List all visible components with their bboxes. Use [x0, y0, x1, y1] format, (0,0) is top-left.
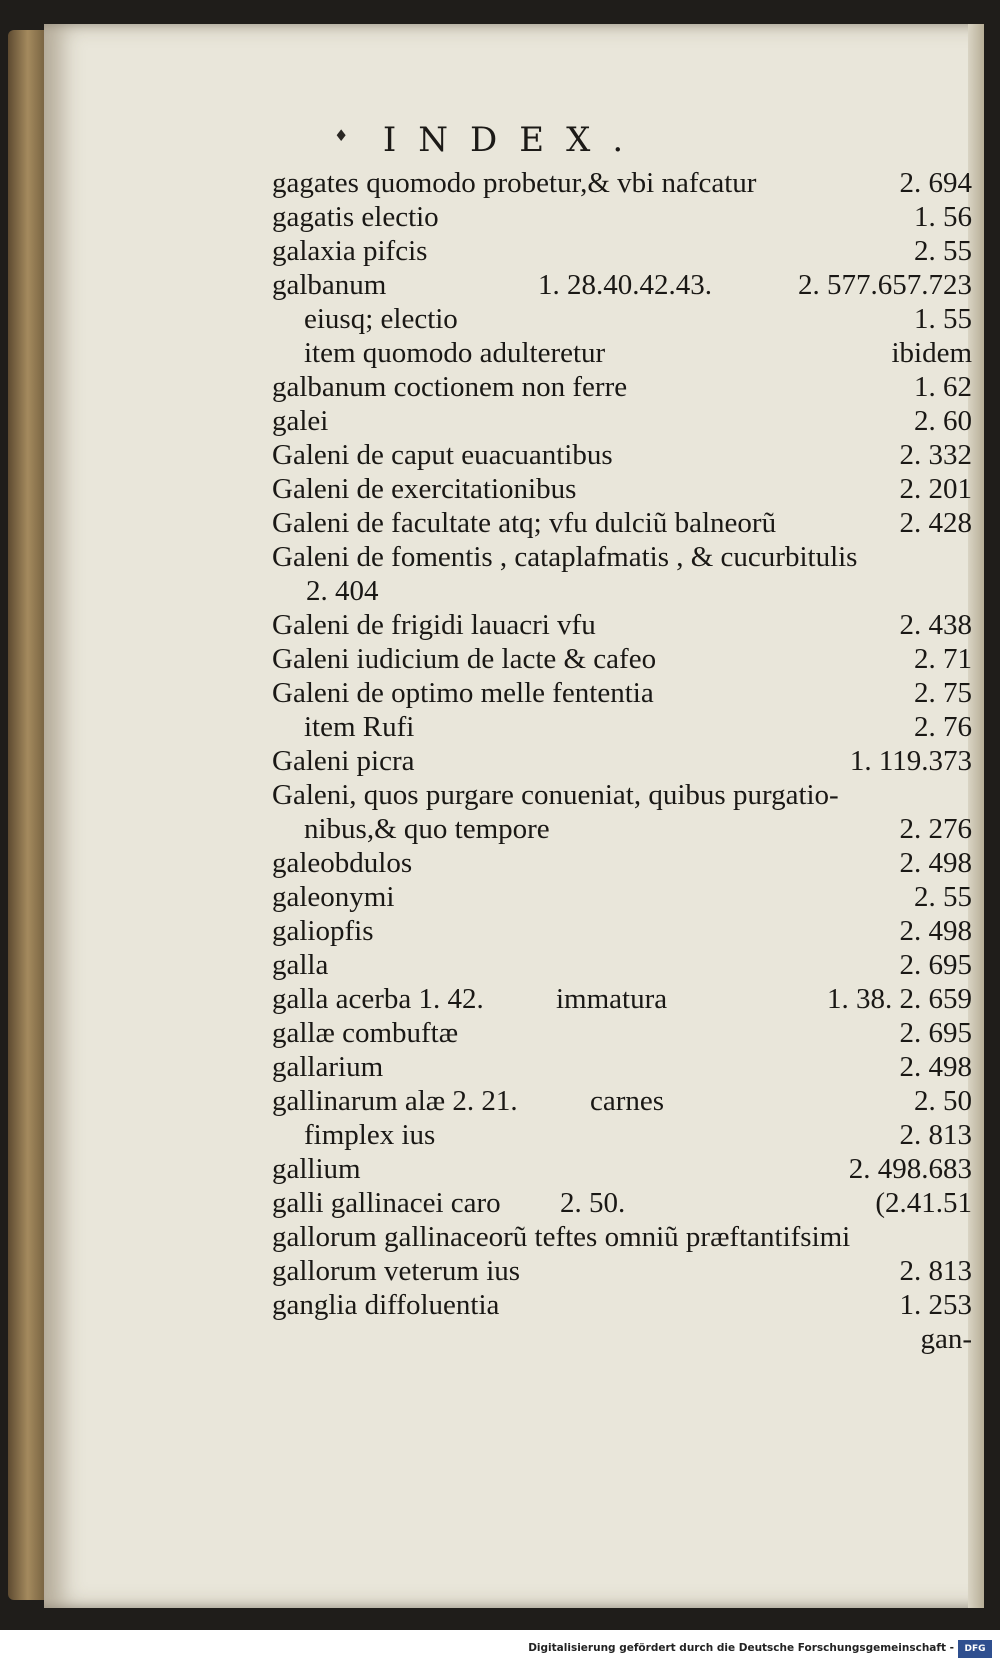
- index-entry: [272, 268, 972, 302]
- entry-page-ref: 2. 695: [899, 949, 972, 981]
- index-entry: [272, 1016, 972, 1050]
- index-entry: [272, 1254, 972, 1288]
- dfg-logo-icon: DFG: [958, 1640, 992, 1658]
- index-entry: [272, 1084, 972, 1118]
- entry-term: gagatis electio: [272, 201, 439, 233]
- index-entry: [272, 880, 972, 914]
- catchword: gan-: [920, 1323, 972, 1355]
- book-spine-edge: [8, 30, 44, 1600]
- index-entry: [272, 574, 972, 608]
- entry-term: galla acerba 1. 42.: [272, 983, 484, 1015]
- index-entry: [272, 472, 972, 506]
- index-entry: [272, 778, 972, 812]
- entry-mid-ref: immatura: [556, 983, 668, 1015]
- index-entry: [272, 846, 972, 880]
- page-header: INDEX.: [382, 120, 646, 160]
- entry-term: gallorum veterum ius: [272, 1255, 521, 1287]
- index-entry: [272, 1118, 972, 1152]
- entry-term: Galeni de optimo melle fententia: [272, 677, 654, 709]
- entry-page-ref: 1. 253: [899, 1289, 972, 1321]
- entry-mid-ref: 1. 28.40.42.43.: [538, 269, 712, 301]
- entry-term: eiusq; electio: [304, 303, 458, 335]
- entry-term: Galeni de exercitationibus: [272, 473, 577, 505]
- footer-credit: Digitalisierung gefördert durch die Deutsche Forschungsgemeinschaft -: [528, 1642, 954, 1654]
- entry-page-ref: 2. 201: [899, 473, 972, 505]
- index-entry: [272, 370, 972, 404]
- entry-term: nibus,& quo tempore: [304, 813, 550, 845]
- entry-term: galaxia pifcis: [272, 235, 428, 267]
- entry-page-ref: 1. 38. 2. 659: [827, 983, 972, 1015]
- entry-page-ref: 2. 498: [899, 915, 972, 947]
- entry-mid-ref: carnes: [590, 1085, 665, 1117]
- entry-term: galbanum: [272, 269, 387, 301]
- entry-page-ref: 2. 60: [914, 405, 972, 437]
- entry-page-ref: 1. 62: [914, 371, 972, 403]
- entry-page-ref: 1. 56: [914, 201, 972, 233]
- entry-page-ref: 2. 76: [914, 711, 972, 743]
- index-entry: [272, 506, 972, 540]
- entry-term: galeobdulos: [272, 847, 413, 879]
- entry-page-ref: 2. 813: [899, 1119, 972, 1151]
- entry-term: gallæ combuftæ: [272, 1017, 459, 1049]
- index-entry: [272, 200, 972, 234]
- entry-page-ref: 2. 75: [914, 677, 972, 709]
- entry-term: galbanum coctionem non ferre: [272, 371, 628, 403]
- entry-term: Galeni de fomentis , cataplafmatis , & cucurbitulis: [272, 541, 858, 573]
- entry-page-ref: 2. 813: [899, 1255, 972, 1287]
- index-entry: [272, 540, 972, 574]
- entry-page-ref: 2. 695: [899, 1017, 972, 1049]
- index-entry: [272, 1050, 972, 1084]
- index-entry: [272, 642, 972, 676]
- entry-page-ref: (2.41.51: [875, 1187, 972, 1219]
- entry-term: item quomodo adulteretur: [304, 337, 606, 369]
- index-entry: [272, 1186, 972, 1220]
- entry-page-ref: 1. 55: [914, 303, 972, 335]
- index-entries: [272, 166, 972, 1356]
- index-entry: [272, 302, 972, 336]
- index-entry: [272, 608, 972, 642]
- index-entry: [272, 336, 972, 370]
- entry-term: galiopfis: [272, 915, 374, 947]
- entry-page-ref: 2. 276: [899, 813, 972, 845]
- entry-term: Galeni de facultate atq; vfu dulciũ balneorũ: [272, 507, 777, 539]
- entry-term: galei: [272, 405, 329, 437]
- index-entry: [272, 948, 972, 982]
- entry-term: Galeni iudicium de lacte & cafeo: [272, 643, 657, 675]
- entry-page-ref: 2. 577.657.723: [798, 269, 972, 301]
- entry-term: gallorum gallinaceorũ teftes omniũ præftantifsimi: [272, 1221, 851, 1253]
- index-entry: [272, 676, 972, 710]
- entry-page-ref: 2. 332: [899, 439, 972, 471]
- entry-page-ref: ibidem: [891, 337, 972, 369]
- entry-term: gallinarum alæ 2. 21.: [272, 1085, 518, 1117]
- digitization-footer: [0, 1630, 1000, 1670]
- entry-page-ref: 2. 694: [899, 167, 972, 199]
- entry-page-ref: 2. 50: [914, 1085, 972, 1117]
- entry-term: Galeni, quos purgare conueniat, quibus purgatio-: [272, 779, 839, 811]
- catchword-row: [272, 1322, 972, 1356]
- index-entry: [272, 710, 972, 744]
- entry-term: galeonymi: [272, 881, 395, 913]
- book-page: [44, 24, 984, 1608]
- entry-page-ref: 2. 498: [899, 847, 972, 879]
- index-entry: [272, 234, 972, 268]
- entry-page-ref: 2. 438: [899, 609, 972, 641]
- index-entry: [272, 982, 972, 1016]
- index-entry: [272, 1152, 972, 1186]
- index-entry: [272, 914, 972, 948]
- entry-page-ref: 2. 498: [899, 1051, 972, 1083]
- entry-term: fimplex ius: [304, 1119, 436, 1151]
- index-entry: [272, 438, 972, 472]
- entry-page-ref: 2. 71: [914, 643, 972, 675]
- entry-continuation-ref: 2. 404: [306, 575, 379, 607]
- index-entry: [272, 744, 972, 778]
- entry-page-ref: 1. 119.373: [849, 745, 972, 777]
- entry-term: galli gallinacei caro: [272, 1187, 501, 1219]
- entry-term: Galeni de frigidi lauacri vfu: [272, 609, 596, 641]
- entry-page-ref: 2. 428: [899, 507, 972, 539]
- entry-term: gallarium: [272, 1051, 384, 1083]
- ornament-mark: ♦: [334, 126, 349, 145]
- entry-term: item Rufi: [304, 711, 415, 743]
- entry-page-ref: 2. 498.683: [848, 1153, 972, 1185]
- entry-term: gagates quomodo probetur,& vbi nafcatur: [272, 167, 757, 199]
- index-entry: [272, 166, 972, 200]
- entry-page-ref: 2. 55: [914, 881, 972, 913]
- entry-term: Galeni picra: [272, 745, 415, 777]
- entry-term: galla: [272, 949, 329, 981]
- entry-term: Galeni de caput euacuantibus: [272, 439, 613, 471]
- entry-mid-ref: 2. 50.: [560, 1187, 626, 1219]
- entry-term: ganglia diffoluentia: [272, 1289, 500, 1321]
- index-entry: [272, 812, 972, 846]
- entry-term: gallium: [272, 1153, 361, 1185]
- index-entry: [272, 404, 972, 438]
- entry-page-ref: 2. 55: [914, 235, 972, 267]
- index-entry: [272, 1220, 972, 1254]
- index-entry: [272, 1288, 972, 1322]
